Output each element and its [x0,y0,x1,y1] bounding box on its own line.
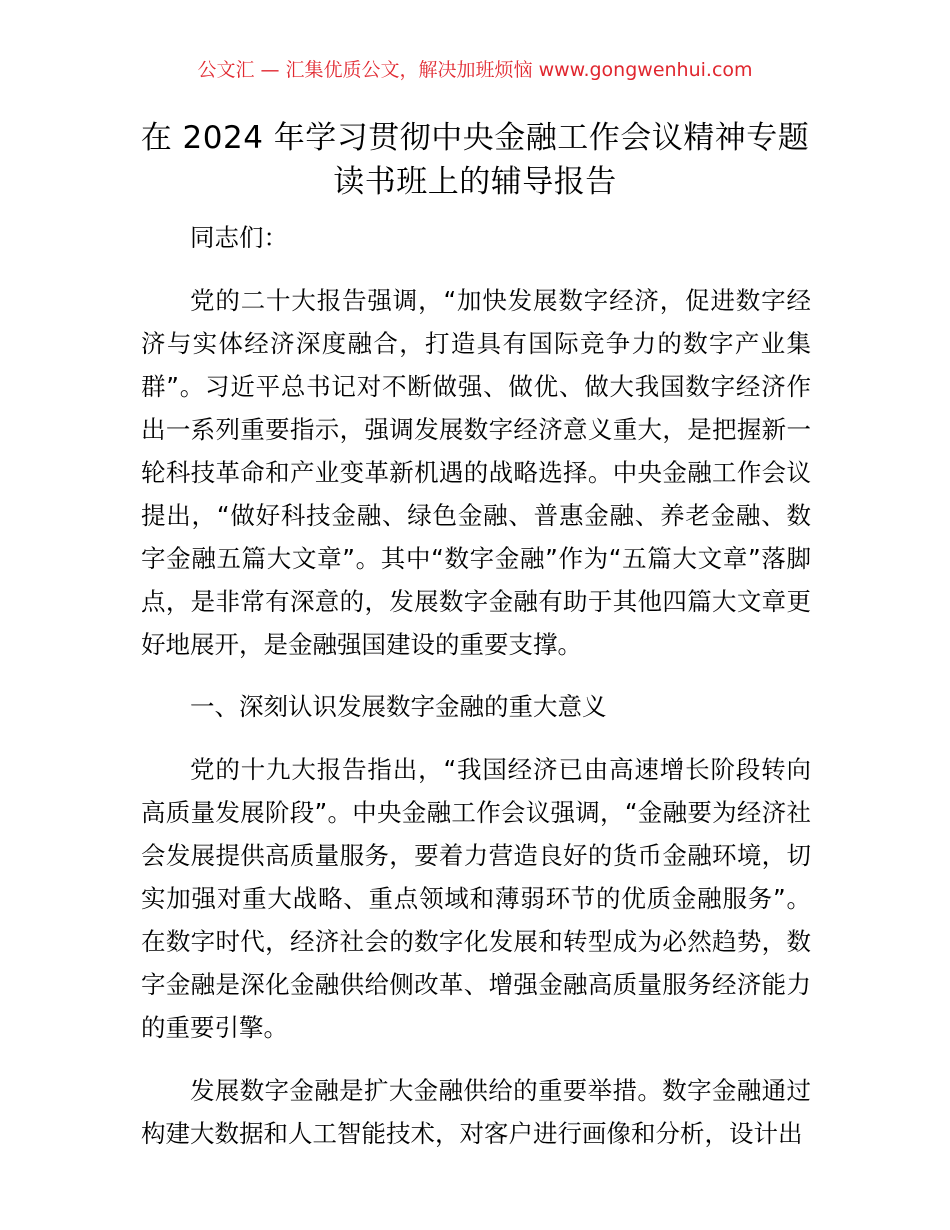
section-paragraph-2: 发展数字金融是扩大金融供给的重要举措。数字金融通过构建大数据和人工智能技术，对客户进行画像和分析，设计出 [141,1076,811,1148]
salutation: 同志们： [190,223,288,252]
title-line-1: 在 2024 年学习贯彻中央金融工作会议精神专题 [140,120,810,156]
section-heading: 一、深刻认识发展数字金融的重大意义 [190,692,607,721]
section-paragraph-1: 党的十九大报告指出，“我国经济已由高速增长阶段转向高质量发展阶段”。中央金融工作会议强调，“金融要为经济社会发展提供高质量服务，要着力营造良好的货币金融环境，切实加强对重大战略、重点领域和薄弱环节的优质金融服务”。在数字时代，经济社会的数字化发展和转型成为必然趋势，数字金融是深化金融供给侧改革、增强金融高质量服务经济能力的重要引擎。 [141,755,811,1042]
intro-paragraph: 党的二十大报告强调，“加快发展数字经济，促进数字经济与实体经济深度融合，打造具有国际竞争力的数字产业集群”。习近平总书记对不断做强、做优、做大我国数字经济作出一系列重要指示，强调发展数字经济意义重大，是把握新一轮科技革命和产业变革新机遇的战略选择。中央金融工作会议提出，“做好科技金融、绿色金融、普惠金融、养老金融、数字金融五篇大文章”。其中“数字金融”作为“五篇大文章”落脚点，是非常有深意的，发展数字金融有助于其他四篇大文章更好地展开，是金融强国建设的重要支撑。 [141,286,811,659]
document-title [120,116,830,204]
header-banner: 公文汇 — 汇集优质公文，解决加班烦恼 www.gongwenhui.com [197,59,753,81]
document-body [141,216,811,1155]
title-line-2: 读书班上的辅导报告 [333,164,617,200]
